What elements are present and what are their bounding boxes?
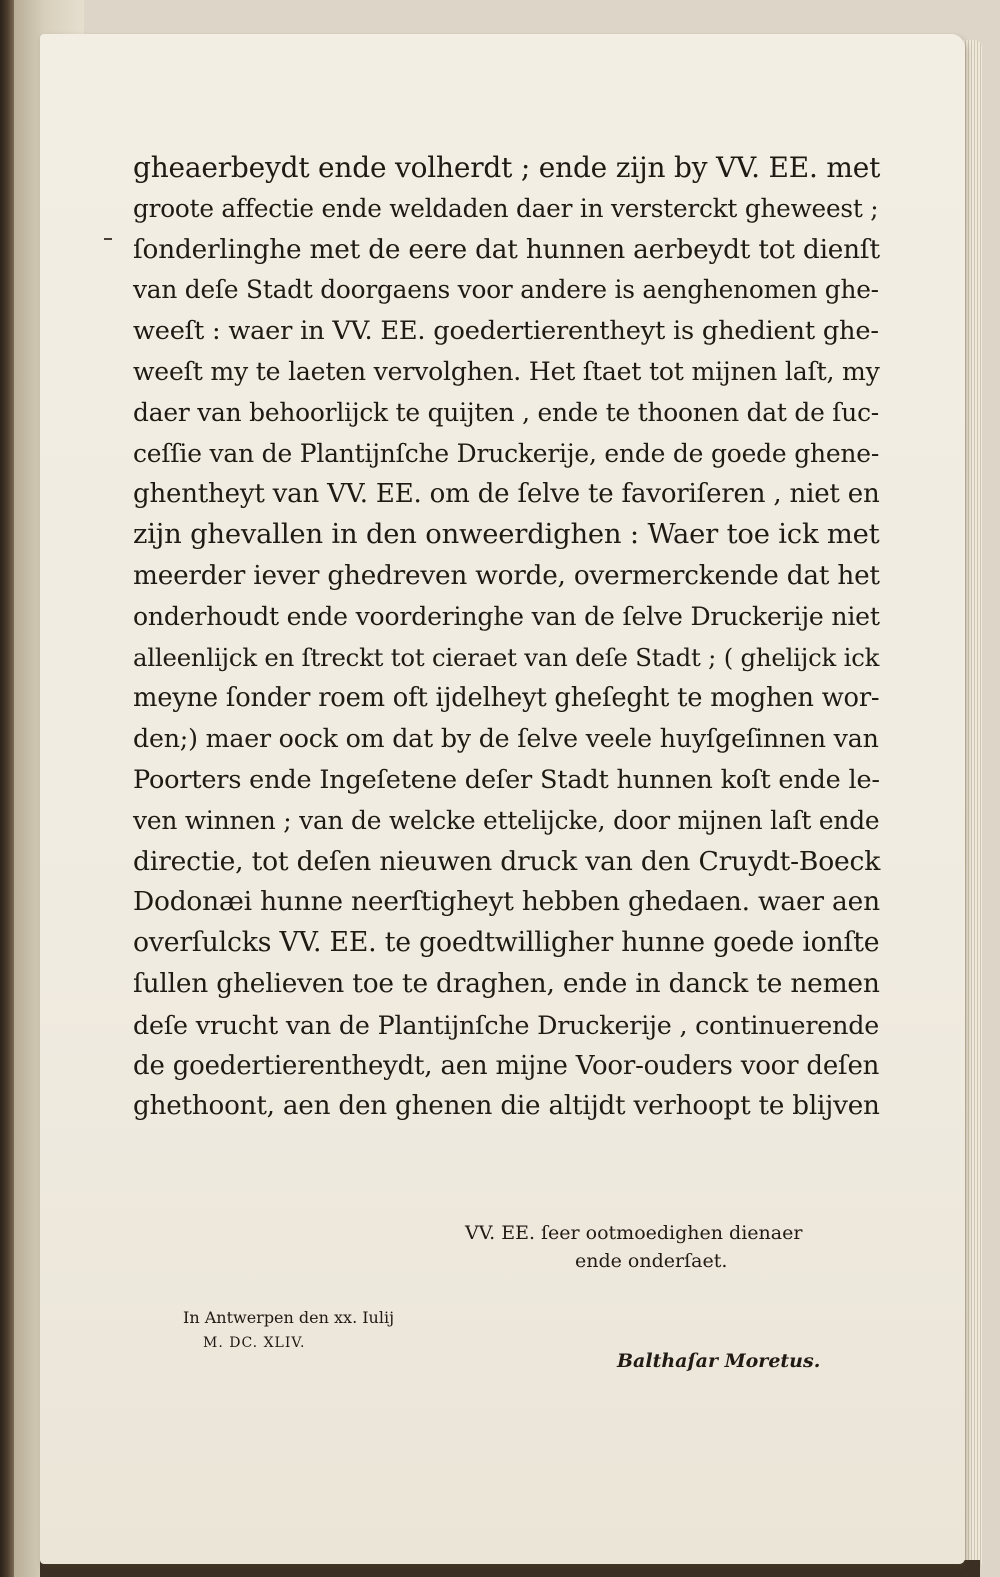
text-line: gheaerbeydt ende volherdt ; ende zijn by VV. EE. met <box>133 151 881 184</box>
text-line: deſe vrucht van de Plantijnſche Druckerije , continuerende <box>133 1009 880 1040</box>
text-line: van deſe Stadt doorgaens voor andere is aenghenomen ghe- <box>133 275 879 305</box>
text-line: overſulcks VV. EE. te goedtwilligher hunne goede ionſte <box>133 927 880 959</box>
body-text <box>133 148 893 1127</box>
text-line: alleenlijck en ſtreckt tot cieraet van deſe Stadt ; ( ghelijck ick <box>133 642 880 672</box>
text-line: directie, tot deſen nieuwen druck van den Cruydt-Boeck <box>133 845 881 877</box>
text-line: ſonderlinghe met de eere dat hunnen aerbeydt tot dienſt <box>133 234 880 265</box>
text-line: meyne ſonder roem oft ijdelheyt gheſeght te moghen wor- <box>133 683 880 714</box>
text-line: ghethoont, aen den ghenen die altijdt verhoopt te blijven <box>133 1091 880 1122</box>
text-line: ven winnen ; van de welcke ettelijcke, door mijnen laſt ende <box>133 805 880 835</box>
place-line: In Antwerpen den xx. Iulij <box>183 1308 395 1327</box>
text-line: ceſſie van de Plantijnſche Druckerije, ende de goede ghene- <box>133 438 880 468</box>
text-line: de goedertierentheydt, aen mijne Voor-ouders voor deſen <box>133 1050 880 1081</box>
text-line: daer van behoorlijck te quijten , ende te thoonen dat de ſuc- <box>133 397 879 427</box>
text-line: ſullen ghelieven toe te draghen, ende in danck te nemen <box>133 967 880 999</box>
closing-title: VV. EE. ſeer ootmoedighen dienaer <box>465 1222 803 1244</box>
text-line: groote affectie ende weldaden daer in versterckt gheweest ; <box>133 193 879 223</box>
text-line: onderhoudt ende voorderinghe van de ſelve Druckerije niet <box>133 601 880 631</box>
text-line: ghentheyt van VV. EE. om de ſelve te favoriſeren , niet en <box>133 479 880 510</box>
text-line: weeſt my te laeten vervolghen. Het ſtaet tot mijnen laſt, my <box>133 356 880 386</box>
text-line: Poorters ende Ingeſetene deſer Stadt hunnen koſt ende le- <box>133 764 880 795</box>
signer-name: Balthaſar Moretus. <box>617 1350 821 1372</box>
text-line: meerder iever ghedreven worde, overmerckende dat het <box>133 560 880 591</box>
margin-mark <box>104 238 112 240</box>
date-line: M. DC. XLIV. <box>203 1335 306 1351</box>
text-line: zijn ghevallen in den onweerdighen : Waer toe ick met <box>133 519 880 551</box>
text-line: weeſt : waer in VV. EE. goedertierentheyt is ghedient ghe- <box>133 316 879 347</box>
text-line: Dodonæi hunne neerſtigheyt hebben ghedaen. waer aen <box>133 886 880 918</box>
book-binding <box>0 0 14 1577</box>
closing-subtitle: ende onderſaet. <box>575 1250 728 1272</box>
text-line: den;) maer oock om dat by de ſelve veele huyſgeſinnen van <box>133 724 879 754</box>
